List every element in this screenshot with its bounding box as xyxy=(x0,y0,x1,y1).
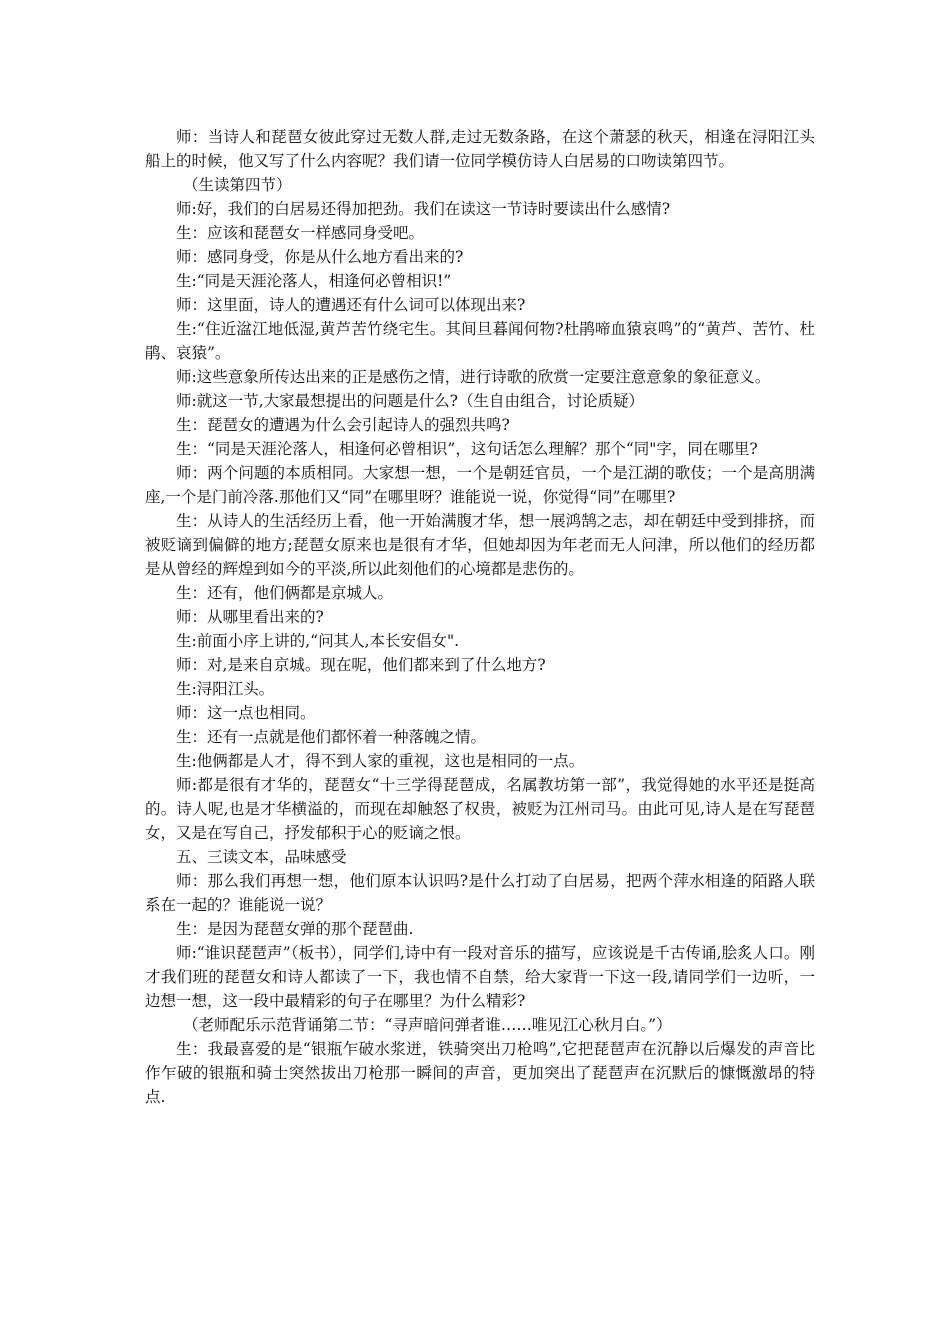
paragraph: （老师配乐示范背诵第二节：“寻声暗问弹者谁……唯见江心秋月白。”） xyxy=(183,1016,672,1034)
paragraph: 生:前面小序上讲的,“问其人,本长安倡女". xyxy=(176,632,460,650)
paragraph: 生:“同是天涯沦落人，相逢何必曾相识!” xyxy=(176,272,452,290)
paragraph: （生读第四节） xyxy=(183,176,292,194)
document-body xyxy=(145,125,815,1109)
paragraph: 生：应该和琵琶女一样感同身受吧。 xyxy=(176,224,425,242)
paragraph: 生：我最喜爱的是“银瓶乍破水浆迸，铁骑突出刀枪鸣”,它把琵琶声在沉静以后爆发的声音比作乍破的银瓶和骑士突然拔出刀枪那一瞬间的声音，更加突出了琵琶声在沉默后的慷慨激昂的特点. xyxy=(145,1040,815,1106)
paragraph: 生：从诗人的生活经历上看，他一开始满腹才华，想一展鸿鹄之志，却在朝廷中受到排挤，而被贬谪到偏僻的地方;琵琶女原来也是很有才华，但她却因为年老而无人问津，所以他们的经历都是从曾经的辉煌到如今的平淡,所以此刻他们的心境都是悲伤的。 xyxy=(145,512,815,578)
paragraph: 生：还有一点就是他们都怀着一种落魄之情。 xyxy=(176,728,487,746)
paragraph: 师：那么我们再想一想，他们原本认识吗?是什么打动了白居易，把两个萍水相逢的陌路人联系在一起的？谁能说一说？ xyxy=(145,872,815,914)
paragraph: 师：当诗人和琵琶女彼此穿过无数人群,走过无数条路，在这个萧瑟的秋天，相逢在浔阳江头船上的时候，他又写了什么内容呢？我们请一位同学模仿诗人白居易的口吻读第四节。 xyxy=(145,128,815,170)
paragraph: 师:就这一节,大家最想提出的问题是什么?（生自由组合，讨论质疑） xyxy=(176,392,644,410)
paragraph: 生：还有，他们俩都是京城人。 xyxy=(176,584,394,602)
paragraph: 师:都是很有才华的，琵琶女“十三学得琵琶成，名属教坊第一部”，我觉得她的水平还是挺高的。诗人呢,也是才华横溢的，而现在却触怒了权贵，被贬为江州司马。由此可见,诗人是在写琵琶女，又是在写自己，抒发郁积于心的贬谪之恨。 xyxy=(145,776,815,842)
paragraph: 师:这些意象所传达出来的正是感伤之情，进行诗歌的欣赏一定要注意意象的象征意义。 xyxy=(176,368,771,386)
paragraph: 师：对,是来自京城。现在呢，他们都来到了什么地方? xyxy=(176,656,546,674)
paragraph: 师:好，我们的白居易还得加把劲。我们在读这一节诗时要读出什么感情? xyxy=(176,200,671,218)
paragraph: 生:“住近湓江地低湿,黄芦苦竹绕宅生。其间旦暮闻何物?杜鹃啼血猿哀鸣”的“黄芦、苦竹、杜鹃、哀猿”。 xyxy=(145,320,815,362)
paragraph: 生:他俩都是人才，得不到人家的重视，这也是相同的一点。 xyxy=(176,752,585,770)
paragraph: 生：是因为琵琶女弹的那个琵琶曲. xyxy=(176,920,414,938)
paragraph: 师：两个问题的本质相同。大家想一想，一个是朝廷官员，一个是江湖的歌伎；一个是高朋满座,一个是门前冷落.那他们又“同”在哪里呀？谁能说一说，你觉得“同”在哪里? xyxy=(145,464,815,506)
paragraph: 生：“同是天涯沦落人，相逢何必曾相识”，这句话怎么理解？那个“同"字，同在哪里? xyxy=(176,440,758,458)
paragraph: 生：琵琶女的遭遇为什么会引起诗人的强烈共鸣? xyxy=(176,416,510,434)
paragraph: 生:浔阳江头。 xyxy=(176,680,275,698)
paragraph: 师：从哪里看出来的? xyxy=(176,608,324,626)
section-heading: 五、三读文本，品味感受 xyxy=(176,848,347,866)
paragraph: 师：这一点也相同。 xyxy=(176,704,316,722)
paragraph: 师:“谁识琵琶声”（板书），同学们,诗中有一段对音乐的描写，应该说是千古传诵,脍炙人口。刚才我们班的琵琶女和诗人都读了一下，我也情不自禁，给大家背一下这一段,请同学们一边听，一边想一想，这一段中最精彩的句子在哪里？为什么精彩? xyxy=(145,944,815,1010)
paragraph: 师：感同身受，你是从什么地方看出来的? xyxy=(176,248,464,266)
paragraph: 师：这里面，诗人的遭遇还有什么词可以体现出来? xyxy=(176,296,526,314)
